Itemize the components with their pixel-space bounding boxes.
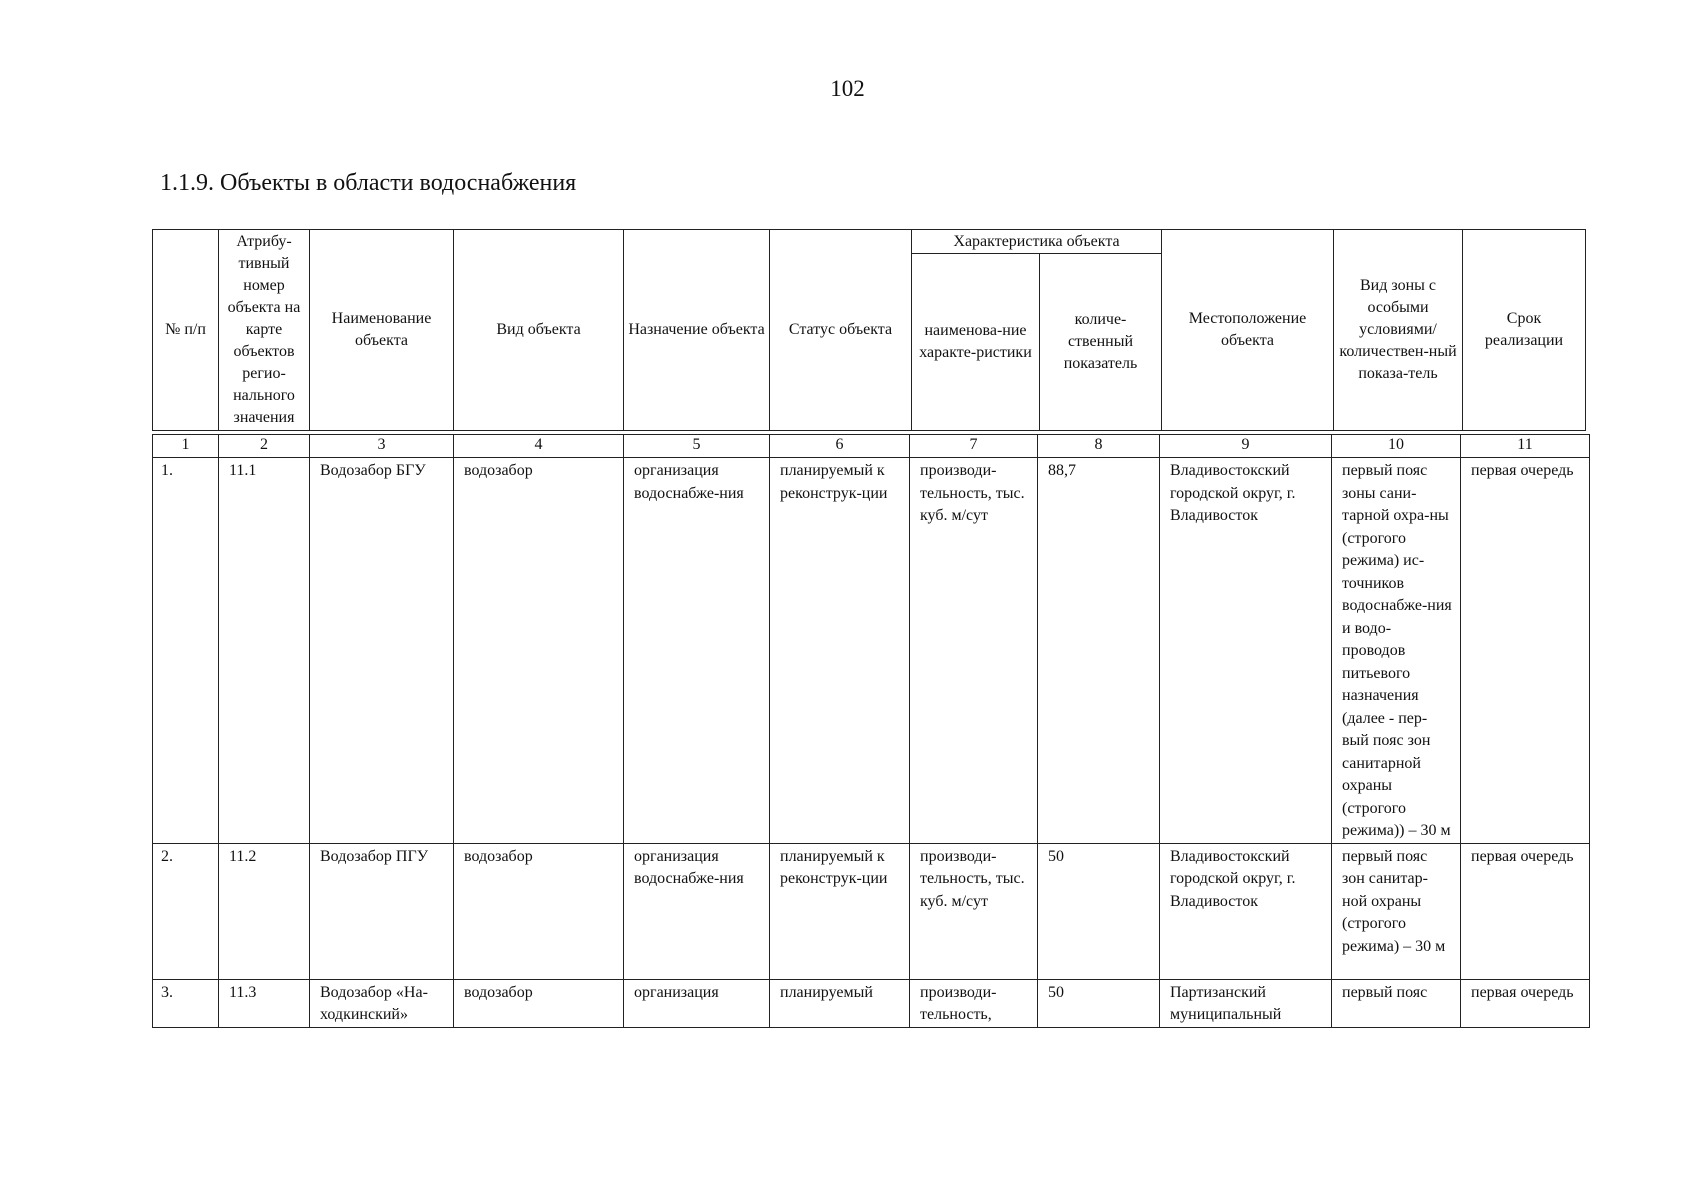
header-status: Статус объекта — [770, 230, 912, 431]
cell-status: планируемый — [770, 979, 910, 1027]
column-number: 4 — [454, 435, 624, 458]
header-quantity: количе-ственный показатель — [1040, 254, 1162, 431]
table-body — [152, 434, 1590, 1028]
cell-zone-type: первый пояс зон санитар-ной охраны (строгого режима) – 30 м — [1332, 843, 1461, 979]
page-number: 102 — [830, 76, 865, 101]
cell-number: 1. — [153, 458, 219, 844]
cell-deadline: первая очередь — [1461, 979, 1590, 1027]
cell-zone-type: первый пояс зоны сани-тарной охра-ны (строгого режима) ис-точников водоснабже-ния и водо-проводов питьевого назначения (далее - пер-вый пояс зон санитарной охраны (строгого режима)) – 30 м — [1332, 458, 1461, 844]
cell-object-name: Водозабор «На-ходкинский» — [310, 979, 454, 1027]
table-row — [153, 979, 1590, 1027]
header-characteristics-group: Характеристика объекта — [912, 230, 1162, 254]
cell-object-name: Водозабор БГУ — [310, 458, 454, 844]
column-number: 2 — [219, 435, 310, 458]
cell-deadline: первая очередь — [1461, 843, 1590, 979]
header-attribute-number: Атрибу-тивный номер объекта на карте объектов регио-нального значения — [219, 230, 310, 431]
cell-characteristic-name: производи-тельность, — [910, 979, 1038, 1027]
cell-object-name: Водозабор ПГУ — [310, 843, 454, 979]
table-row — [153, 458, 1590, 844]
column-number-row — [153, 435, 1590, 458]
cell-attribute-number: 11.3 — [219, 979, 310, 1027]
cell-quantity: 88,7 — [1038, 458, 1160, 844]
column-number: 8 — [1038, 435, 1160, 458]
cell-number: 2. — [153, 843, 219, 979]
cell-number: 3. — [153, 979, 219, 1027]
column-number: 3 — [310, 435, 454, 458]
table-header — [152, 229, 1586, 431]
cell-characteristic-name: производи-тельность, тыс. куб. м/сут — [910, 458, 1038, 844]
header-characteristic-name: наименова-ние характе-ристики — [912, 254, 1040, 431]
header-object-name: Наименование объекта — [310, 230, 454, 431]
cell-purpose: организация — [624, 979, 770, 1027]
cell-object-type: водозабор — [454, 843, 624, 979]
cell-location: Владивостокский городской округ, г. Владивосток — [1160, 843, 1332, 979]
header-object-type: Вид объекта — [454, 230, 624, 431]
cell-quantity: 50 — [1038, 843, 1160, 979]
cell-quantity: 50 — [1038, 979, 1160, 1027]
cell-object-type: водозабор — [454, 979, 624, 1027]
cell-location: Партизанский муниципальный — [1160, 979, 1332, 1027]
cell-purpose: организация водоснабже-ния — [624, 458, 770, 844]
column-number: 7 — [910, 435, 1038, 458]
cell-attribute-number: 11.1 — [219, 458, 310, 844]
cell-status: планируемый к реконструк-ции — [770, 843, 910, 979]
cell-status: планируемый к реконструк-ции — [770, 458, 910, 844]
header-zone-type: Вид зоны с особыми условиями/ количествен-ный показа-тель — [1334, 230, 1463, 431]
header-deadline: Срок реализации — [1463, 230, 1586, 431]
column-number: 11 — [1461, 435, 1590, 458]
cell-deadline: первая очередь — [1461, 458, 1590, 844]
column-number: 10 — [1332, 435, 1461, 458]
header-purpose: Назначение объекта — [624, 230, 770, 431]
column-number: 5 — [624, 435, 770, 458]
section-title: 1.1.9. Объекты в области водоснабжения — [160, 170, 577, 196]
column-number: 1 — [153, 435, 219, 458]
cell-purpose: организация водоснабже-ния — [624, 843, 770, 979]
column-number: 9 — [1160, 435, 1332, 458]
table-row — [153, 843, 1590, 979]
cell-attribute-number: 11.2 — [219, 843, 310, 979]
cell-location: Владивостокский городской округ, г. Владивосток — [1160, 458, 1332, 844]
cell-object-type: водозабор — [454, 458, 624, 844]
column-number: 6 — [770, 435, 910, 458]
cell-characteristic-name: производи-тельность, тыс. куб. м/сут — [910, 843, 1038, 979]
header-location: Местоположение объекта — [1162, 230, 1334, 431]
cell-zone-type: первый пояс — [1332, 979, 1461, 1027]
header-number: № п/п — [153, 230, 219, 431]
